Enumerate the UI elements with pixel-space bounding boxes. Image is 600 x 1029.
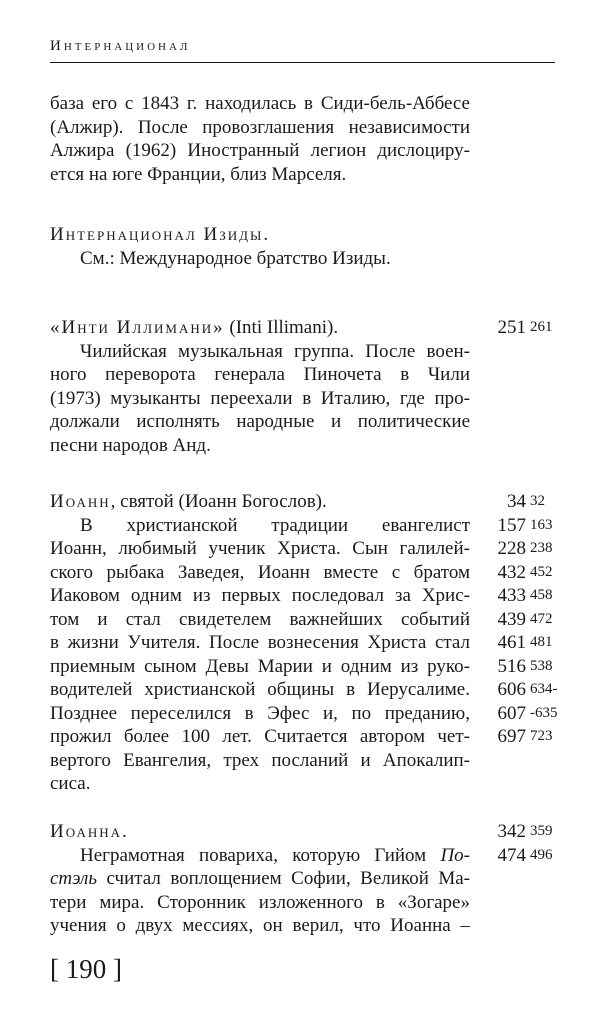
entry-term: Интернационал Изиды. [50, 224, 271, 245]
page-ref-primary: 228 [497, 538, 526, 559]
text-line: (Алжир). После провозглашения независимости [50, 116, 470, 138]
page-ref-secondary: 261 [530, 319, 553, 335]
page-ref-primary: 432 [497, 561, 526, 583]
page-ref-secondary: 32 [530, 493, 545, 509]
text-line: Чилийская музыкальная группа. После воен- [80, 340, 470, 362]
text-line: учения о двух мессиях, он верил, что Иоанна – [50, 915, 470, 936]
page-ref-secondary: 634- [530, 681, 558, 697]
page-number: [ 190 ] [50, 954, 122, 984]
page-ref-secondary: 496 [530, 846, 553, 863]
entry-term-suffix: (Inti Illimani). [224, 317, 339, 338]
page-ref-secondary: 458 [530, 587, 553, 603]
text-line: (1973) музыканты переехали в Италию, где про- [50, 387, 470, 409]
text-line: тери мира. Сторонник изложенного в «Зогаре» [50, 891, 470, 913]
page-ref-primary: 461 [497, 632, 526, 653]
page-ref-secondary: 538 [530, 657, 553, 674]
entry-legion-continuation [50, 92, 555, 186]
text-line: приемным сыном Девы Марии и одним из руко- [50, 655, 470, 677]
text-fragment: Неграмотная повариха, которую Гийом [80, 844, 441, 866]
text-line: ется на юге Франции, близ Марселя. [50, 163, 347, 185]
entry-term-suffix: , святой (Иоанн Богослов). [110, 491, 327, 512]
entry-ioanna [50, 820, 555, 938]
page-ref-primary: 439 [497, 608, 526, 630]
page-ref-primary: 516 [497, 655, 526, 677]
text-line: В христианской традиции евангелист [80, 514, 470, 536]
page-ref-primary: 251 [497, 317, 526, 338]
text-line: должали исполнять народные и политические [50, 411, 470, 432]
text-line: Иоанн, любимый ученик Христа. Сын галилей- [50, 538, 470, 559]
text-line: сиса. [50, 773, 91, 794]
page-ref-secondary: 481 [530, 634, 553, 650]
page-ref-primary: 474 [497, 844, 526, 866]
text-line: Алжира (1962) Иностранный легион дислоциру- [50, 140, 470, 161]
running-head: Интернационал [50, 38, 191, 54]
italic-fragment: По- [440, 844, 470, 866]
page-ref-secondary: 452 [530, 563, 553, 580]
see-reference: См.: Международное братство Изиды. [80, 247, 391, 269]
text-line [50, 867, 470, 891]
page-ref-secondary: 359 [530, 823, 553, 839]
text-line: песни народов Анд. [50, 434, 211, 456]
text-fragment: считал воплощением Софии, Великой Ма- [97, 868, 470, 889]
page-ref-primary: 697 [497, 726, 526, 747]
text-line: прожил более 100 лет. Считается автором чет- [50, 726, 470, 747]
header-rule [50, 62, 555, 63]
text-line: база его с 1843 г. находилась в Сиди-бель-Аббесе [50, 93, 470, 114]
page-ref-primary: 606 [497, 679, 526, 700]
page-ref-secondary: 472 [530, 610, 553, 627]
text-line: Позднее переселился в Эфес и, по преданию, [50, 702, 470, 724]
page-ref-primary: 433 [497, 585, 526, 606]
page-ref-secondary: 723 [530, 728, 553, 744]
text-line [80, 844, 470, 868]
italic-fragment: стэль [50, 868, 97, 889]
entry-term: «Инти Иллимани» [50, 317, 225, 338]
page-ref-secondary: -635 [530, 704, 558, 721]
text-line: том и стал свидетелем важнейших событий [50, 608, 470, 630]
text-line: ного переворота генерала Пиночета в Чили [50, 364, 470, 385]
page-ref-primary: 34 [507, 491, 526, 512]
text-line: ского рыбака Заведея, Иоанн вместе с братом [50, 561, 470, 583]
entry-inti-illimani [50, 316, 555, 457]
entry-isis [50, 223, 555, 270]
text-line: вертого Евангелия, трех посланий и Апокалип- [50, 749, 470, 771]
page-ref-primary: 607 [497, 702, 526, 724]
page-ref-primary: 342 [497, 821, 526, 842]
entry-term: Иоанн [50, 491, 111, 512]
page-ref-secondary: 238 [530, 540, 553, 556]
text-line: водителей христианской общины в Иерусалиме. [50, 679, 470, 700]
entry-ioann [50, 490, 558, 796]
text-line: Иаковом одним из первых последовал за Хрис- [50, 585, 470, 606]
entry-term: Иоанна. [50, 821, 129, 842]
page-ref-primary: 157 [497, 514, 526, 536]
page-ref-secondary: 163 [530, 516, 553, 533]
text-line: в жизни Учителя. После вознесения Христа стал [50, 632, 470, 653]
